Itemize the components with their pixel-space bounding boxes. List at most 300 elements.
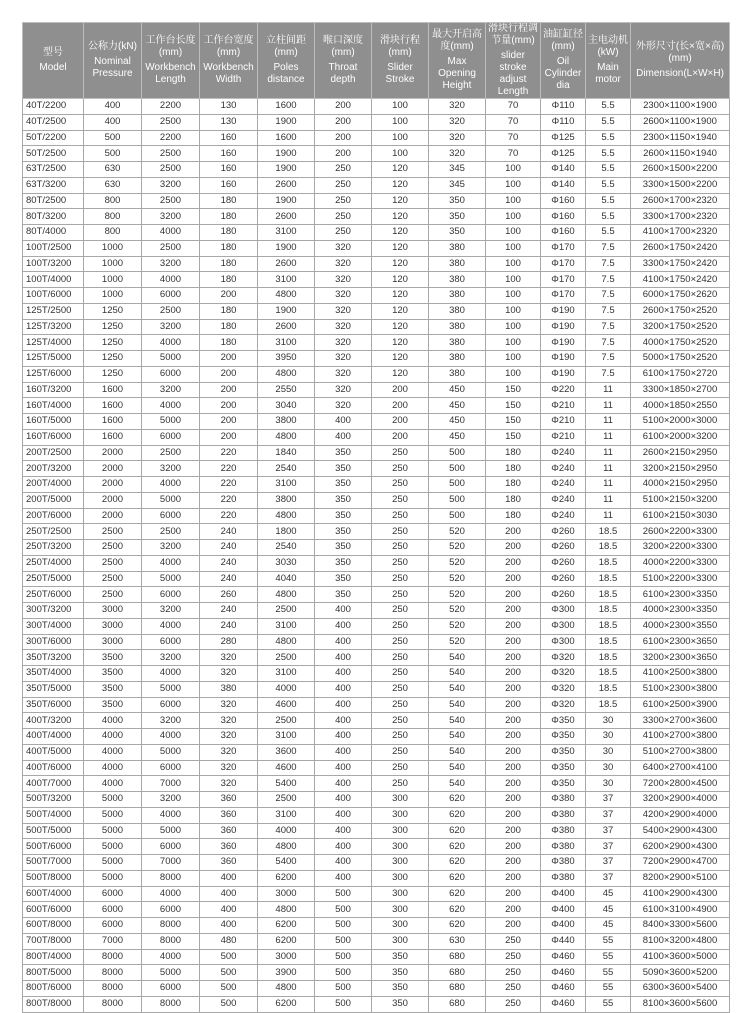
- table-cell: 18.5: [586, 650, 631, 666]
- table-cell: 500: [200, 949, 258, 965]
- table-cell: 4800: [258, 429, 315, 445]
- table-cell: 2600×2200×3300: [631, 524, 730, 540]
- table-cell: 300: [372, 918, 429, 934]
- table-cell: 2500: [142, 162, 200, 178]
- table-cell: 1250: [84, 366, 142, 382]
- table-cell: 250: [486, 933, 541, 949]
- table-cell: Φ380: [541, 870, 586, 886]
- table-cell: 380: [429, 288, 486, 304]
- table-cell: 320: [315, 288, 372, 304]
- table-cell: 18.5: [586, 681, 631, 697]
- table-cell: 320: [315, 272, 372, 288]
- table-cell: 4000: [142, 886, 200, 902]
- model-cell: 200T/6000: [23, 508, 84, 524]
- table-cell: 4800: [258, 366, 315, 382]
- table-cell: 11: [586, 461, 631, 477]
- table-cell: 4200×2900×4000: [631, 807, 730, 823]
- model-cell: 200T/4000: [23, 477, 84, 493]
- table-cell: 3100: [258, 335, 315, 351]
- table-cell: 250: [372, 461, 429, 477]
- column-header: [23, 23, 84, 99]
- table-cell: 7.5: [586, 319, 631, 335]
- table-cell: 2600×1750×2520: [631, 303, 730, 319]
- model-cell: 350T/5000: [23, 681, 84, 697]
- table-cell: 100: [372, 146, 429, 162]
- table-cell: 37: [586, 807, 631, 823]
- table-cell: 500: [315, 918, 372, 934]
- table-cell: 2200: [142, 99, 200, 115]
- table-cell: 200: [486, 618, 541, 634]
- table-cell: 3300×1700×2320: [631, 209, 730, 225]
- table-cell: 100: [486, 319, 541, 335]
- table-cell: 4000: [142, 477, 200, 493]
- table-cell: 120: [372, 193, 429, 209]
- table-cell: 4000: [258, 681, 315, 697]
- table-cell: Φ380: [541, 839, 586, 855]
- table-cell: 2500: [142, 303, 200, 319]
- table-cell: 3200: [142, 540, 200, 556]
- table-cell: 500: [315, 886, 372, 902]
- table-cell: 2500: [84, 555, 142, 571]
- table-cell: 5.5: [586, 225, 631, 241]
- table-cell: 5400×2900×4300: [631, 823, 730, 839]
- model-cell: 160T/6000: [23, 429, 84, 445]
- table-cell: 200: [486, 902, 541, 918]
- table-cell: 5400: [258, 855, 315, 871]
- table-cell: 350: [429, 225, 486, 241]
- table-cell: Φ170: [541, 288, 586, 304]
- table-cell: 100: [372, 114, 429, 130]
- model-cell: 250T/6000: [23, 587, 84, 603]
- table-cell: 6100×3100×4900: [631, 902, 730, 918]
- table-cell: Φ400: [541, 886, 586, 902]
- table-cell: 6000: [84, 902, 142, 918]
- table-cell: Φ460: [541, 996, 586, 1012]
- table-row: [23, 319, 730, 335]
- table-cell: Φ300: [541, 634, 586, 650]
- table-cell: Φ350: [541, 713, 586, 729]
- table-row: [23, 681, 730, 697]
- table-cell: 400: [200, 902, 258, 918]
- table-cell: 680: [429, 965, 486, 981]
- table-row: [23, 288, 730, 304]
- table-cell: 220: [200, 492, 258, 508]
- table-cell: 250: [315, 193, 372, 209]
- table-cell: 3200: [142, 177, 200, 193]
- table-cell: 55: [586, 933, 631, 949]
- table-cell: 250: [315, 209, 372, 225]
- table-cell: 130: [200, 99, 258, 115]
- table-cell: 520: [429, 571, 486, 587]
- table-cell: 4600: [258, 697, 315, 713]
- table-cell: 320: [315, 351, 372, 367]
- table-cell: 240: [200, 524, 258, 540]
- table-cell: 11: [586, 445, 631, 461]
- table-row: [23, 902, 730, 918]
- table-cell: 180: [486, 461, 541, 477]
- table-cell: 5000×1750×2520: [631, 351, 730, 367]
- table-cell: 320: [315, 303, 372, 319]
- model-cell: 80T/4000: [23, 225, 84, 241]
- table-cell: 120: [372, 303, 429, 319]
- table-cell: 55: [586, 981, 631, 997]
- table-cell: 240: [200, 555, 258, 571]
- table-cell: Φ210: [541, 398, 586, 414]
- table-cell: 300: [372, 839, 429, 855]
- table-cell: 200: [486, 666, 541, 682]
- table-cell: Φ460: [541, 965, 586, 981]
- model-cell: 50T/2200: [23, 130, 84, 146]
- table-cell: 200: [486, 571, 541, 587]
- table-cell: 6000: [84, 886, 142, 902]
- table-cell: 6000: [142, 429, 200, 445]
- table-cell: 500: [315, 902, 372, 918]
- table-cell: Φ160: [541, 193, 586, 209]
- table-cell: 180: [200, 209, 258, 225]
- table-cell: 30: [586, 744, 631, 760]
- table-cell: 8400×3300×5600: [631, 918, 730, 934]
- table-cell: 6100×2150×3030: [631, 508, 730, 524]
- table-cell: Φ350: [541, 744, 586, 760]
- table-row: [23, 555, 730, 571]
- table-cell: 7.5: [586, 351, 631, 367]
- model-cell: 600T/6000: [23, 902, 84, 918]
- table-cell: 4100×1700×2320: [631, 225, 730, 241]
- table-cell: 380: [429, 335, 486, 351]
- table-cell: Φ170: [541, 272, 586, 288]
- table-cell: 400: [84, 99, 142, 115]
- table-cell: 2600×1150×1940: [631, 146, 730, 162]
- table-cell: 200: [486, 681, 541, 697]
- model-cell: 100T/3200: [23, 256, 84, 272]
- table-row: [23, 744, 730, 760]
- table-cell: 540: [429, 697, 486, 713]
- table-cell: 2000: [84, 492, 142, 508]
- table-cell: 360: [200, 807, 258, 823]
- model-cell: 160T/3200: [23, 382, 84, 398]
- table-row: [23, 603, 730, 619]
- model-cell: 600T/8000: [23, 918, 84, 934]
- column-header: [631, 23, 730, 99]
- table-cell: 3200: [142, 792, 200, 808]
- table-cell: 200: [486, 540, 541, 556]
- model-cell: 200T/5000: [23, 492, 84, 508]
- table-cell: 200: [200, 366, 258, 382]
- table-cell: 5.5: [586, 193, 631, 209]
- table-cell: 380: [429, 366, 486, 382]
- table-cell: 3300×1750×2420: [631, 256, 730, 272]
- table-cell: 100: [486, 366, 541, 382]
- table-cell: 200: [486, 650, 541, 666]
- model-cell: 125T/2500: [23, 303, 84, 319]
- table-cell: 1600: [84, 429, 142, 445]
- table-cell: Φ380: [541, 807, 586, 823]
- model-cell: 125T/6000: [23, 366, 84, 382]
- table-cell: 1900: [258, 193, 315, 209]
- table-cell: 5000: [142, 744, 200, 760]
- table-cell: Φ380: [541, 823, 586, 839]
- table-row: [23, 445, 730, 461]
- table-cell: 380: [429, 272, 486, 288]
- table-cell: Φ110: [541, 99, 586, 115]
- table-cell: 150: [486, 398, 541, 414]
- table-cell: 120: [372, 319, 429, 335]
- table-cell: 4100×2700×3800: [631, 729, 730, 745]
- table-cell: 200: [486, 886, 541, 902]
- table-cell: 360: [200, 839, 258, 855]
- table-cell: 200: [372, 414, 429, 430]
- table-cell: 3200: [142, 650, 200, 666]
- table-cell: 8000: [142, 918, 200, 934]
- model-cell: 400T/6000: [23, 760, 84, 776]
- table-cell: 37: [586, 855, 631, 871]
- table-cell: 30: [586, 713, 631, 729]
- table-row: [23, 209, 730, 225]
- table-cell: 3030: [258, 555, 315, 571]
- column-header-zh: 滑块行程(mm): [380, 35, 420, 58]
- table-cell: 350: [315, 508, 372, 524]
- table-cell: Φ240: [541, 445, 586, 461]
- table-cell: 4000: [84, 744, 142, 760]
- table-cell: 3100: [258, 618, 315, 634]
- table-cell: 400: [315, 807, 372, 823]
- table-cell: Φ380: [541, 855, 586, 871]
- model-cell: 100T/6000: [23, 288, 84, 304]
- model-cell: 500T/6000: [23, 839, 84, 855]
- column-header-zh: 立柱间距(mm): [266, 35, 306, 58]
- table-cell: 540: [429, 760, 486, 776]
- table-cell: 320: [200, 650, 258, 666]
- column-header-zh: 外形尺寸(长×宽×高)(mm): [635, 41, 725, 64]
- table-cell: 2600: [258, 256, 315, 272]
- table-cell: 2540: [258, 540, 315, 556]
- table-cell: 3600: [258, 744, 315, 760]
- table-cell: 320: [429, 114, 486, 130]
- table-cell: 7.5: [586, 303, 631, 319]
- table-cell: 18.5: [586, 697, 631, 713]
- table-row: [23, 477, 730, 493]
- table-cell: 6100×2300×3650: [631, 634, 730, 650]
- table-cell: 7.5: [586, 240, 631, 256]
- table-cell: 400: [315, 839, 372, 855]
- table-cell: 3500: [84, 697, 142, 713]
- table-cell: 250: [372, 776, 429, 792]
- table-cell: 350: [315, 587, 372, 603]
- table-cell: 7000: [84, 933, 142, 949]
- table-cell: 4100×2500×3800: [631, 666, 730, 682]
- column-header: [258, 23, 315, 99]
- model-cell: 800T/4000: [23, 949, 84, 965]
- table-cell: 200: [486, 855, 541, 871]
- table-cell: 250: [372, 492, 429, 508]
- table-cell: 480: [200, 933, 258, 949]
- column-header-en: Main motor: [595, 62, 621, 85]
- table-cell: 200: [486, 776, 541, 792]
- table-cell: 540: [429, 681, 486, 697]
- table-cell: 180: [200, 303, 258, 319]
- table-cell: 7200×2800×4500: [631, 776, 730, 792]
- table-cell: 4000: [84, 760, 142, 776]
- table-cell: 3000: [84, 603, 142, 619]
- table-cell: 400: [315, 823, 372, 839]
- model-cell: 350T/6000: [23, 697, 84, 713]
- table-cell: 2600: [258, 209, 315, 225]
- table-row: [23, 870, 730, 886]
- table-cell: 400: [315, 776, 372, 792]
- table-cell: 3040: [258, 398, 315, 414]
- model-cell: 500T/5000: [23, 823, 84, 839]
- table-cell: 3950: [258, 351, 315, 367]
- table-cell: Φ140: [541, 162, 586, 178]
- table-cell: 250: [315, 162, 372, 178]
- table-cell: 5000: [84, 870, 142, 886]
- table-cell: 5.5: [586, 130, 631, 146]
- table-cell: 200: [486, 697, 541, 713]
- table-cell: 350: [315, 492, 372, 508]
- table-row: [23, 996, 730, 1012]
- table-cell: 5.5: [586, 99, 631, 115]
- table-cell: 360: [200, 823, 258, 839]
- table-cell: 3000: [84, 618, 142, 634]
- table-cell: 1600: [258, 130, 315, 146]
- table-cell: 37: [586, 792, 631, 808]
- table-cell: 200: [200, 398, 258, 414]
- table-row: [23, 981, 730, 997]
- table-cell: 180: [486, 445, 541, 461]
- table-cell: 250: [372, 634, 429, 650]
- column-header-en: Workbench Length: [145, 62, 196, 85]
- table-cell: 100: [486, 193, 541, 209]
- table-cell: 8000: [142, 996, 200, 1012]
- column-header: [372, 23, 429, 99]
- table-cell: 4600: [258, 760, 315, 776]
- table-cell: 200: [486, 792, 541, 808]
- table-cell: 2200: [142, 130, 200, 146]
- table-cell: 2500: [142, 114, 200, 130]
- table-cell: 250: [372, 524, 429, 540]
- table-cell: 520: [429, 618, 486, 634]
- table-cell: 180: [200, 225, 258, 241]
- table-cell: 1250: [84, 335, 142, 351]
- table-cell: 4800: [258, 839, 315, 855]
- table-cell: 620: [429, 870, 486, 886]
- table-cell: 250: [372, 445, 429, 461]
- table-cell: 120: [372, 225, 429, 241]
- model-cell: 80T/3200: [23, 209, 84, 225]
- table-cell: Φ170: [541, 256, 586, 272]
- column-header-zh: 最大开启高度(mm): [432, 29, 482, 52]
- table-cell: 6100×1750×2720: [631, 366, 730, 382]
- table-cell: 350: [315, 524, 372, 540]
- table-cell: 1250: [84, 351, 142, 367]
- table-cell: 5100×2300×3800: [631, 681, 730, 697]
- table-cell: 320: [315, 382, 372, 398]
- table-cell: 800: [84, 193, 142, 209]
- table-cell: 4000×2300×3550: [631, 618, 730, 634]
- table-cell: 620: [429, 902, 486, 918]
- table-cell: 400: [315, 729, 372, 745]
- table-cell: 540: [429, 729, 486, 745]
- table-cell: 400: [315, 634, 372, 650]
- column-header: [315, 23, 372, 99]
- table-cell: 2300×1150×1940: [631, 130, 730, 146]
- table-cell: 680: [429, 981, 486, 997]
- table-cell: 3500: [84, 681, 142, 697]
- table-cell: 8000: [84, 965, 142, 981]
- table-row: [23, 256, 730, 272]
- table-cell: 250: [372, 508, 429, 524]
- table-cell: Φ350: [541, 729, 586, 745]
- table-cell: 520: [429, 540, 486, 556]
- table-cell: 250: [372, 618, 429, 634]
- table-row: [23, 807, 730, 823]
- table-cell: 320: [200, 776, 258, 792]
- table-cell: Φ380: [541, 792, 586, 808]
- table-cell: 1250: [84, 319, 142, 335]
- table-cell: 3300×1850×2700: [631, 382, 730, 398]
- table-cell: 2500: [258, 650, 315, 666]
- table-cell: 380: [429, 303, 486, 319]
- table-cell: 200: [486, 839, 541, 855]
- table-cell: 100: [486, 225, 541, 241]
- table-cell: 3200×2200×3300: [631, 540, 730, 556]
- table-cell: 220: [200, 508, 258, 524]
- table-cell: 150: [486, 382, 541, 398]
- table-cell: 180: [200, 272, 258, 288]
- table-cell: 200: [486, 760, 541, 776]
- table-cell: 3200×1750×2520: [631, 319, 730, 335]
- table-cell: 500: [200, 965, 258, 981]
- table-cell: 8000: [84, 996, 142, 1012]
- table-row: [23, 760, 730, 776]
- table-cell: 6000: [142, 902, 200, 918]
- table-cell: Φ210: [541, 414, 586, 430]
- table-cell: 5000: [84, 823, 142, 839]
- table-cell: 500: [315, 996, 372, 1012]
- model-cell: 63T/2500: [23, 162, 84, 178]
- table-cell: 200: [200, 382, 258, 398]
- table-cell: 380: [429, 319, 486, 335]
- table-cell: 350: [372, 949, 429, 965]
- table-row: [23, 540, 730, 556]
- table-cell: 200: [486, 587, 541, 603]
- model-cell: 160T/5000: [23, 414, 84, 430]
- table-cell: 300: [372, 902, 429, 918]
- table-cell: 320: [429, 130, 486, 146]
- table-cell: Φ350: [541, 776, 586, 792]
- table-cell: 6400×2700×4100: [631, 760, 730, 776]
- table-cell: 250: [372, 477, 429, 493]
- table-cell: 350: [372, 981, 429, 997]
- table-cell: Φ320: [541, 666, 586, 682]
- column-header-zh: 型号: [43, 47, 63, 58]
- table-cell: 400: [315, 603, 372, 619]
- table-cell: 1600: [84, 398, 142, 414]
- table-row: [23, 335, 730, 351]
- table-cell: 400: [200, 886, 258, 902]
- table-cell: 4800: [258, 508, 315, 524]
- table-cell: 18.5: [586, 571, 631, 587]
- table-cell: 8000: [142, 933, 200, 949]
- table-cell: 11: [586, 508, 631, 524]
- table-cell: 4800: [258, 587, 315, 603]
- table-row: [23, 587, 730, 603]
- column-header-en: Slider Stroke: [385, 62, 415, 85]
- table-cell: 6200: [258, 870, 315, 886]
- table-cell: 5100×2150×3200: [631, 492, 730, 508]
- table-cell: 18.5: [586, 524, 631, 540]
- table-cell: Φ400: [541, 918, 586, 934]
